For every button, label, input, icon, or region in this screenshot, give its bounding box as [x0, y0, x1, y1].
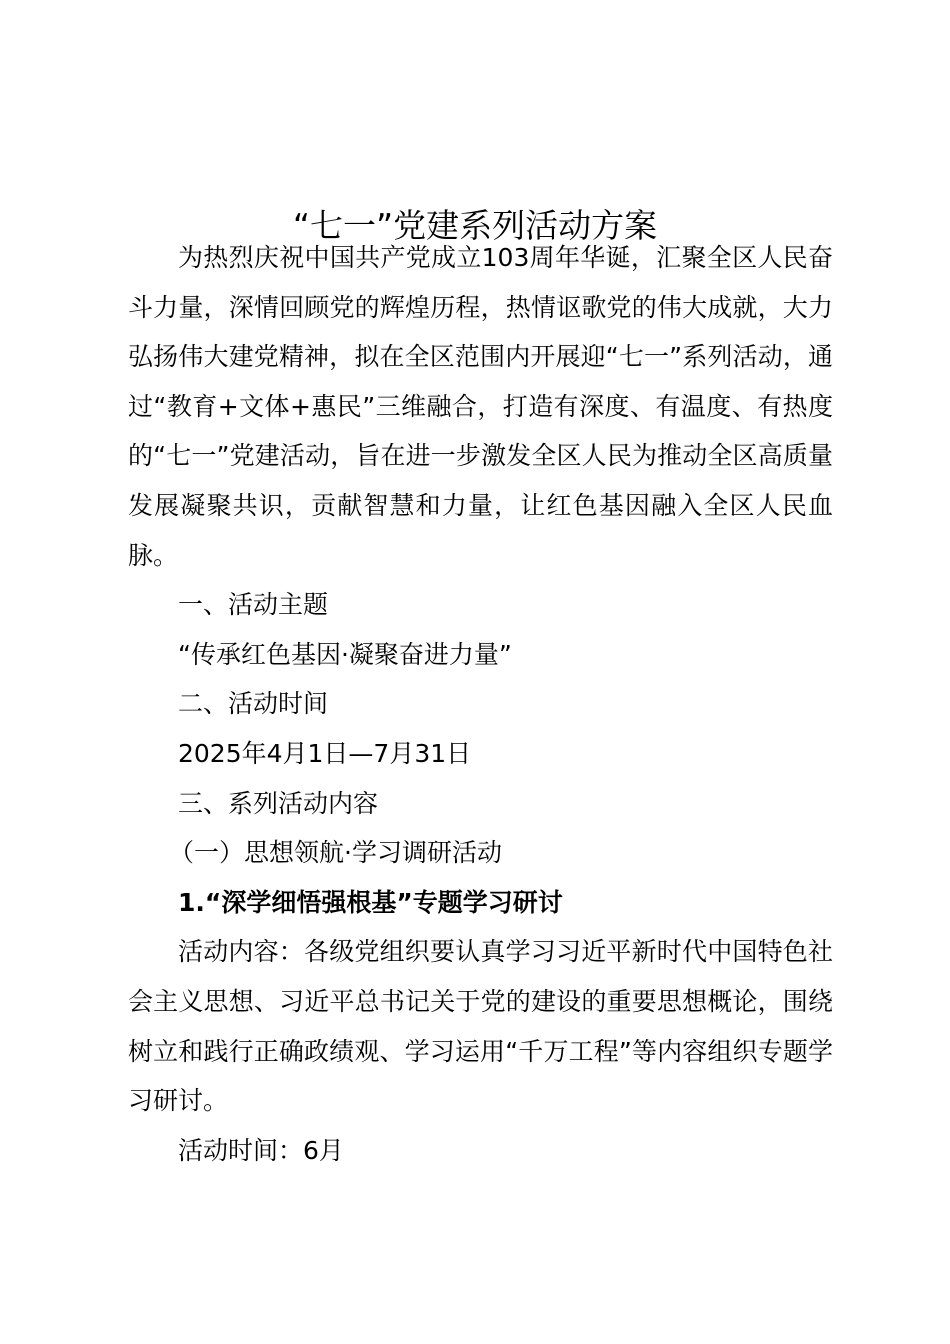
section1-content: “传承红色基因·凝聚奋进力量” — [178, 639, 512, 669]
intro-paragraph: 为热烈庆祝中国共产党成立103周年华诞，汇聚全区人民奋斗力量，深情回顾党的辉煌历程，热情讴歌党的伟大成就，大力弘扬伟大建党精神，拟在全区范围内开展迎“七一”系列活动，通过“教育+文体+惠民”三维融合，打造有深度、有温度、有热度的“七一”党建活动，旨在进一步激发全区人民为推动全区高质量发展凝聚共识，贡献智慧和力量，让红色基因融入全区人民血脉。 — [128, 243, 833, 570]
section3-sub1-heading: （一）思想领航·学习调研活动 — [169, 838, 502, 868]
section1-heading: 一、活动主题 — [178, 590, 329, 620]
item1-time: 活动时间：6月 — [178, 1135, 344, 1165]
item1-content: 活动内容：各级党组织要认真学习习近平新时代中国特色社会主义思想、习近平总书记关于党的建设的重要思想概论，围绕树立和践行正确政绩观、学习运用“千万工程”等内容组织专题学习研讨。 — [128, 937, 833, 1116]
section2-content: 2025年4月1日—7月31日 — [178, 738, 472, 768]
document-title: “七一”党建系列活动方案 — [292, 206, 658, 246]
section3-heading: 三、系列活动内容 — [178, 788, 379, 818]
document-body — [128, 233, 833, 1175]
section2-heading: 二、活动时间 — [178, 689, 329, 719]
item1-title: 1.“深学细悟强根基”专题学习研讨 — [178, 887, 563, 917]
